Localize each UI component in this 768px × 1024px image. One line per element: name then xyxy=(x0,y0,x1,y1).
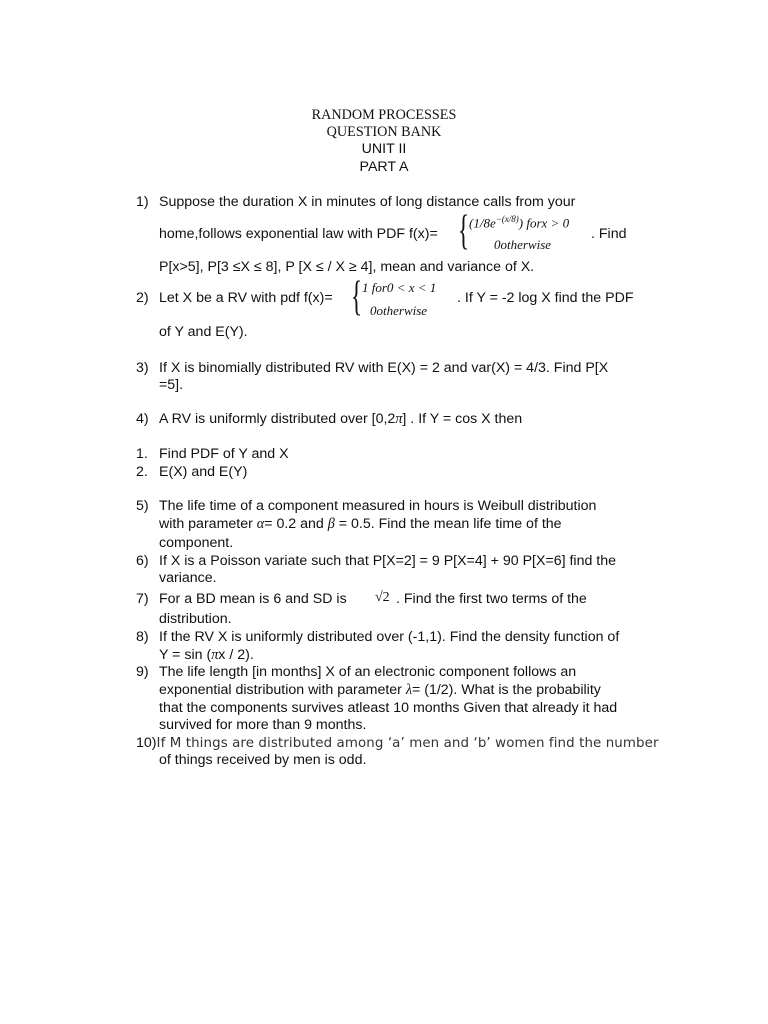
q6-line1: If X is a Poisson variate such that P[X=2] = 9 P[X=4] + 90 P[X=6] find the xyxy=(159,553,617,569)
sub-item-text: E(X) and E(Y) xyxy=(159,464,248,480)
sub-item-number: 2. xyxy=(136,464,148,480)
q8-line2 xyxy=(159,647,254,664)
question-number: 10) xyxy=(136,735,157,751)
doc-title: RANDOM PROCESSES xyxy=(311,107,457,123)
q8-line2-post: x / 2). xyxy=(218,647,254,663)
q10-line2: of things received by men is odd. xyxy=(159,752,367,768)
q5-line2-c: = 0.5. Find the mean life time of the xyxy=(334,516,562,532)
question-number: 5) xyxy=(136,498,149,514)
q1-line2-pre: home,follows exponential law with PDF f(x)= xyxy=(159,226,438,242)
sub-item-number: 1. xyxy=(136,446,148,462)
q2-post: . If Y = -2 log X find the PDF xyxy=(457,290,634,306)
q5-line3: component. xyxy=(159,535,234,551)
q3-line1: If X is binomially distributed RV with E(X) = 2 and var(X) = 4/3. Find P[X xyxy=(159,360,609,376)
alpha-symbol: α xyxy=(256,516,265,532)
question-number: 1) xyxy=(136,194,149,210)
lambda-symbol: λ xyxy=(405,682,412,698)
q1-pdf-case1-head: (1/8e xyxy=(469,215,496,231)
q6-line2: variance. xyxy=(159,570,217,586)
q9-line3: that the components survives atleast 10 months Given that already it had xyxy=(159,700,618,716)
q9-line4: survived for more than 9 months. xyxy=(159,717,367,733)
q1-line2-post: . Find xyxy=(591,226,627,242)
q2-line2: of Y and E(Y). xyxy=(159,324,248,340)
q8-line2-pre: Y = sin ( xyxy=(159,647,212,663)
q1-line1: Suppose the duration X in minutes of long distance calls from your xyxy=(159,194,576,210)
q10-text: If M things are distributed among ‘a’ men and ‘b’ women find the number xyxy=(156,736,659,751)
q5-line2 xyxy=(159,516,562,533)
q4-line xyxy=(159,411,522,428)
q7-post: . Find the first two terms of the xyxy=(396,591,587,607)
q1-pdf-case1-tail: ) forx > 0 xyxy=(518,215,570,231)
doc-subtitle: QUESTION BANK xyxy=(326,124,442,140)
question-number: 8) xyxy=(136,629,149,645)
q9-line2-post: = (1/2). What is the probability xyxy=(412,682,601,698)
q1-pdf-case1 xyxy=(469,214,569,231)
q10-line1 xyxy=(136,735,659,751)
unit-heading: UNIT II xyxy=(361,141,407,157)
q1-line3: P[x>5], P[3 ≤X ≤ 8], P [X ≤ / X ≥ 4], mean and variance of X. xyxy=(159,259,535,275)
question-number: 9) xyxy=(136,664,149,680)
q9-line2 xyxy=(159,682,601,699)
q9-line1: The life length [in months] X of an electronic component follows an xyxy=(159,664,577,680)
sqrt-two: √2 xyxy=(375,590,390,605)
q4-pre: A RV is uniformly distributed over [0,2 xyxy=(159,411,396,427)
beta-symbol: β xyxy=(327,516,335,532)
q5-line2-a: with parameter xyxy=(159,516,257,532)
pi-symbol: π xyxy=(395,411,403,427)
question-number: 4) xyxy=(136,411,149,427)
q7-line2: distribution. xyxy=(159,611,232,627)
question-number: 7) xyxy=(136,591,149,607)
q1-pdf-exponent: −(x/8) xyxy=(495,214,519,224)
q7-pre: For a BD mean is 6 and SD is xyxy=(159,591,347,607)
question-number: 6) xyxy=(136,553,149,569)
sub-item-text: Find PDF of Y and X xyxy=(159,446,289,462)
q4-post: ] . If Y = cos X then xyxy=(402,411,523,427)
q3-line2: =5]. xyxy=(159,377,184,393)
q5-line1: The life time of a component measured in hours is Weibull distribution xyxy=(159,498,597,514)
part-heading: PART A xyxy=(359,159,409,175)
pdf-brace: { xyxy=(351,274,363,320)
q1-pdf-case2: 0otherwise xyxy=(494,237,552,252)
question-number: 3) xyxy=(136,360,149,376)
q2-case2: 0otherwise xyxy=(370,303,428,318)
q5-line2-b: = 0.2 and xyxy=(264,516,328,532)
q2-case1: 1 for0 < x < 1 xyxy=(362,280,437,295)
q8-line1: If the RV X is uniformly distributed over (-1,1). Find the density function of xyxy=(159,629,620,645)
q9-line2-pre: exponential distribution with parameter xyxy=(159,682,406,698)
pdf-brace: { xyxy=(458,208,470,254)
question-number: 2) xyxy=(136,290,149,306)
pi-symbol: π xyxy=(211,647,219,663)
q2-pre: Let X be a RV with pdf f(x)= xyxy=(159,290,333,306)
